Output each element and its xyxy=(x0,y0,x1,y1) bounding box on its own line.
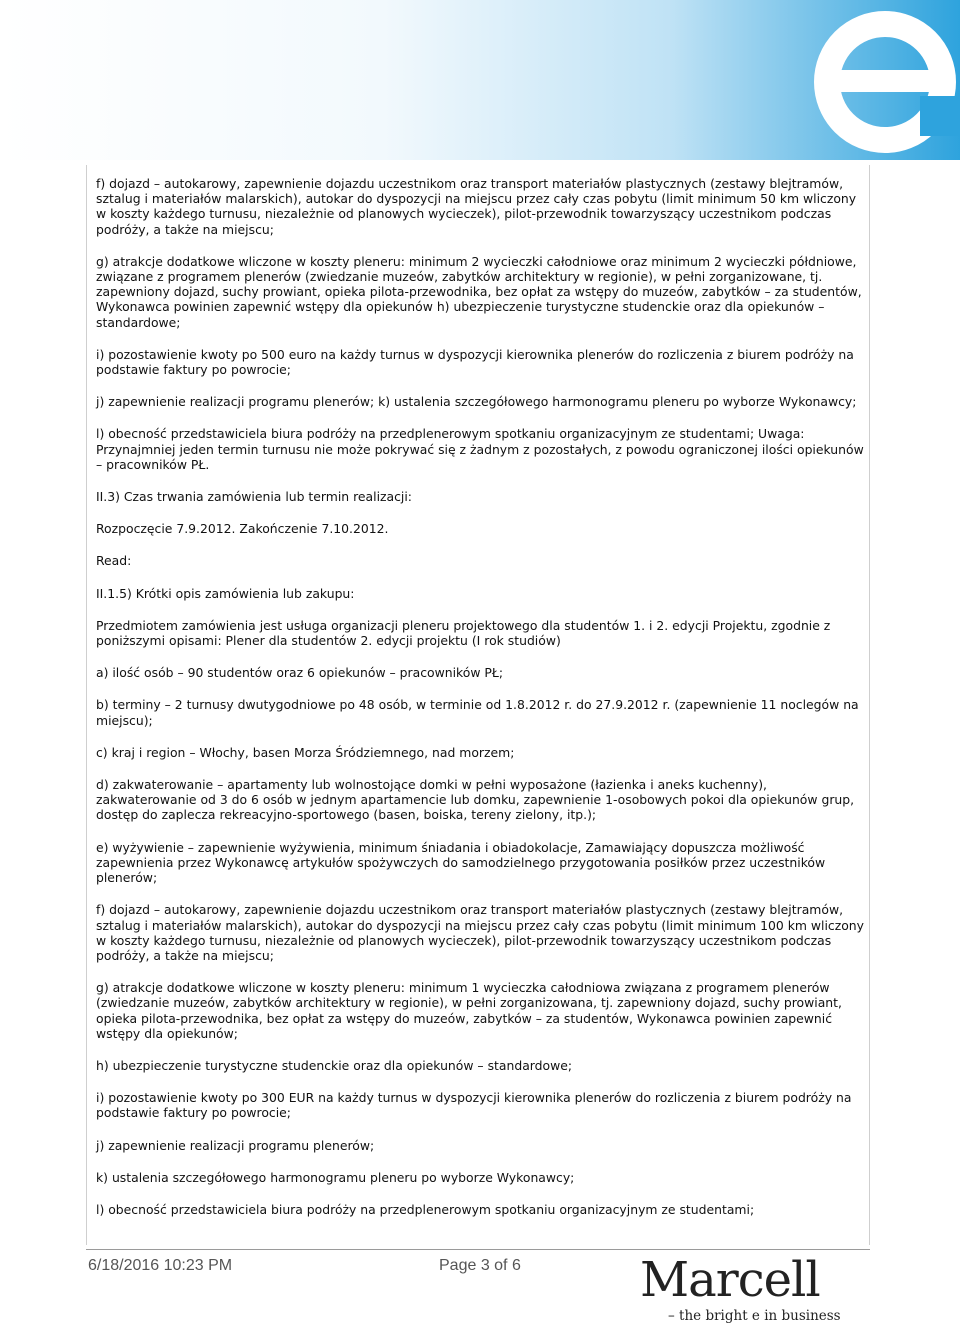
footer-divider xyxy=(86,1249,870,1250)
paragraph: i) pozostawienie kwoty po 500 euro na każdy turnus w dyspozycji kierownika plenerów do rozliczenia z biurem podróży na podstawie faktury po powrocie; xyxy=(96,346,854,378)
paragraph: i) pozostawienie kwoty po 300 EUR na każdy turnus w dyspozycji kierownika plenerów do rozliczenia z biurem podróży na podstawie faktury po powrocie; xyxy=(96,1090,852,1121)
paragraph: l) obecność przedstawiciela biura podróży na przedplenerowym spotkaniu organizacyjnym ze studentami; Uwaga: Przynajmniej jeden termin turnusu nie może pokrywać się z żadnym z pozostałych, z powodu ograniczonej ilości opiekunów – pracowników PŁ. xyxy=(96,426,864,472)
paragraph: g) atrakcje dodatkowe wliczone w koszty pleneru: minimum 2 wycieczki całodniowe oraz minimum 2 wycieczki półdniowe, związane z programem plenerów (zwiedzanie muzeów, zabytków architektury w regionie), w pełni zorganizowane, tj. zapewniony dojazd, suchy prowiant, opieka pilota-przewodnika, bez opłat za wstępy do muzeów, zabytków – za studentów, Wykonawca powinien zapewnić wstępy dla opiekunów h) ubezpieczenie turystyczne studenckie oraz dla opiekunów – standardowe; xyxy=(96,253,862,330)
paragraph: Rozpoczęcie 7.9.2012. Zakończenie 7.10.2012. xyxy=(96,521,389,537)
paragraph: Przedmiotem zamówienia jest usługa organizacji pleneru projektowego dla studentów 1. i 2. edycji Projektu, zgodnie z poniższymi opisami: Plener dla studentów 2. edycji projektu (I rok studiów) xyxy=(96,617,831,649)
section-heading: II.1.5) Krótki opis zamówienia lub zakupu: xyxy=(96,585,355,601)
paragraph: g) atrakcje dodatkowe wliczone w koszty pleneru: minimum 1 wycieczka całodniowa związana z programem plenerów (zwiedzanie muzeów, zabytków architektury w regionie), w pełni zorganizowana, tj. zapewniony dojazd, suchy prowiant, opieka pilota-przewodnika, bez opłat za wstępy do muzeów, zabytków – za studentów, Wykonawca powinien zapewnić wstępy dla opiekunów; xyxy=(96,980,842,1041)
paragraph: j) zapewnienie realizacji programu plenerów; k) ustalenia szczegółowego harmonogramu pleneru po wyborze Wykonawcy; xyxy=(96,394,857,410)
paragraph: c) kraj i region – Włochy, basen Morza Śródziemnego, nad morzem; xyxy=(96,744,515,760)
brand-name: Marcell xyxy=(640,1252,820,1308)
paragraph: a) ilość osób – 90 studentów oraz 6 opiekunów – pracowników PŁ; xyxy=(96,665,504,681)
paragraph: k) ustalenia szczegółowego harmonogramu pleneru po wyborze Wykonawcy; xyxy=(96,1169,575,1185)
paragraph: d) zakwaterowanie – apartamenty lub wolnostojące domki w pełni wyposażone (łazienka i aneks kuchenny), zakwaterowanie od 3 do 6 osób w jednym apartamencie lub domku, zapewnienie 1-osobowych pokoi dla opiekunów grup, dostęp do zaplecza rekreacyjno-sportowego (basen, boiska, tereny zielony, itp.); xyxy=(96,777,855,823)
page-number: Page 3 of 6 xyxy=(439,1257,521,1274)
paragraph: e) wyżywienie – zapewnienie wyżywienia, minimum śniadania i obiadokolacje, Zamawiający dopuszcza możliwość zapewnienia przez Wykonawcę artykułów spożywczych do samodzielnego przygotowania posiłków przez uczestników plenerów; xyxy=(96,839,826,886)
paragraph: h) ubezpieczenie turystyczne studenckie oraz dla opiekunów – standardowe; xyxy=(96,1057,573,1073)
paragraph: j) zapewnienie realizacji programu plenerów; xyxy=(96,1137,375,1153)
paragraph: f) dojazd – autokarowy, zapewnienie dojazdu uczestnikom oraz transport materiałów plastycznych (zestawy blejtramów, sztalug i materiałów malarskich), autokar do dyspozycji na miejscu przez cały czas pobytu (limit minimum 100 km wliczony w koszty każdego turnusu, niezależnie od planowych wycieczek), pilot-przewodnik towarzyszący uczestnikom podczas podróży, a także na miejscu; xyxy=(96,902,864,963)
paragraph: Read: xyxy=(96,553,132,569)
document-body xyxy=(96,176,864,1234)
paragraph: b) terminy – 2 turnusy dwutygodniowe po 48 osób, w terminie od 1.8.2012 r. do 27.9.2012 r. (zapewnienie 11 noclegów na miejscu); xyxy=(96,697,859,728)
brand-tagline: – the bright e in business xyxy=(668,1308,841,1324)
paragraph: l) obecność przedstawiciela biura podróży na przedplenerowym spotkaniu organizacyjnym ze studentami; xyxy=(96,1201,755,1217)
brand-logo xyxy=(640,1254,870,1326)
brand-e-logo-icon xyxy=(770,0,960,160)
section-heading: II.3) Czas trwania zamówienia lub termin realizacji: xyxy=(96,489,412,505)
footer-date: 6/18/2016 10:23 PM xyxy=(88,1257,233,1274)
paragraph: f) dojazd – autokarowy, zapewnienie dojazdu uczestnikom oraz transport materiałów plastycznych (zestawy blejtramów, sztalug i materiałów malarskich), autokar do dyspozycji na miejscu przez cały czas pobytu (limit minimum 50 km wliczony w koszty każdego turnusu, niezależnie od planowych wycieczek), pilot-przewodnik towarzyszący uczestnikom podczas podróży, a także na miejscu; xyxy=(96,176,857,237)
